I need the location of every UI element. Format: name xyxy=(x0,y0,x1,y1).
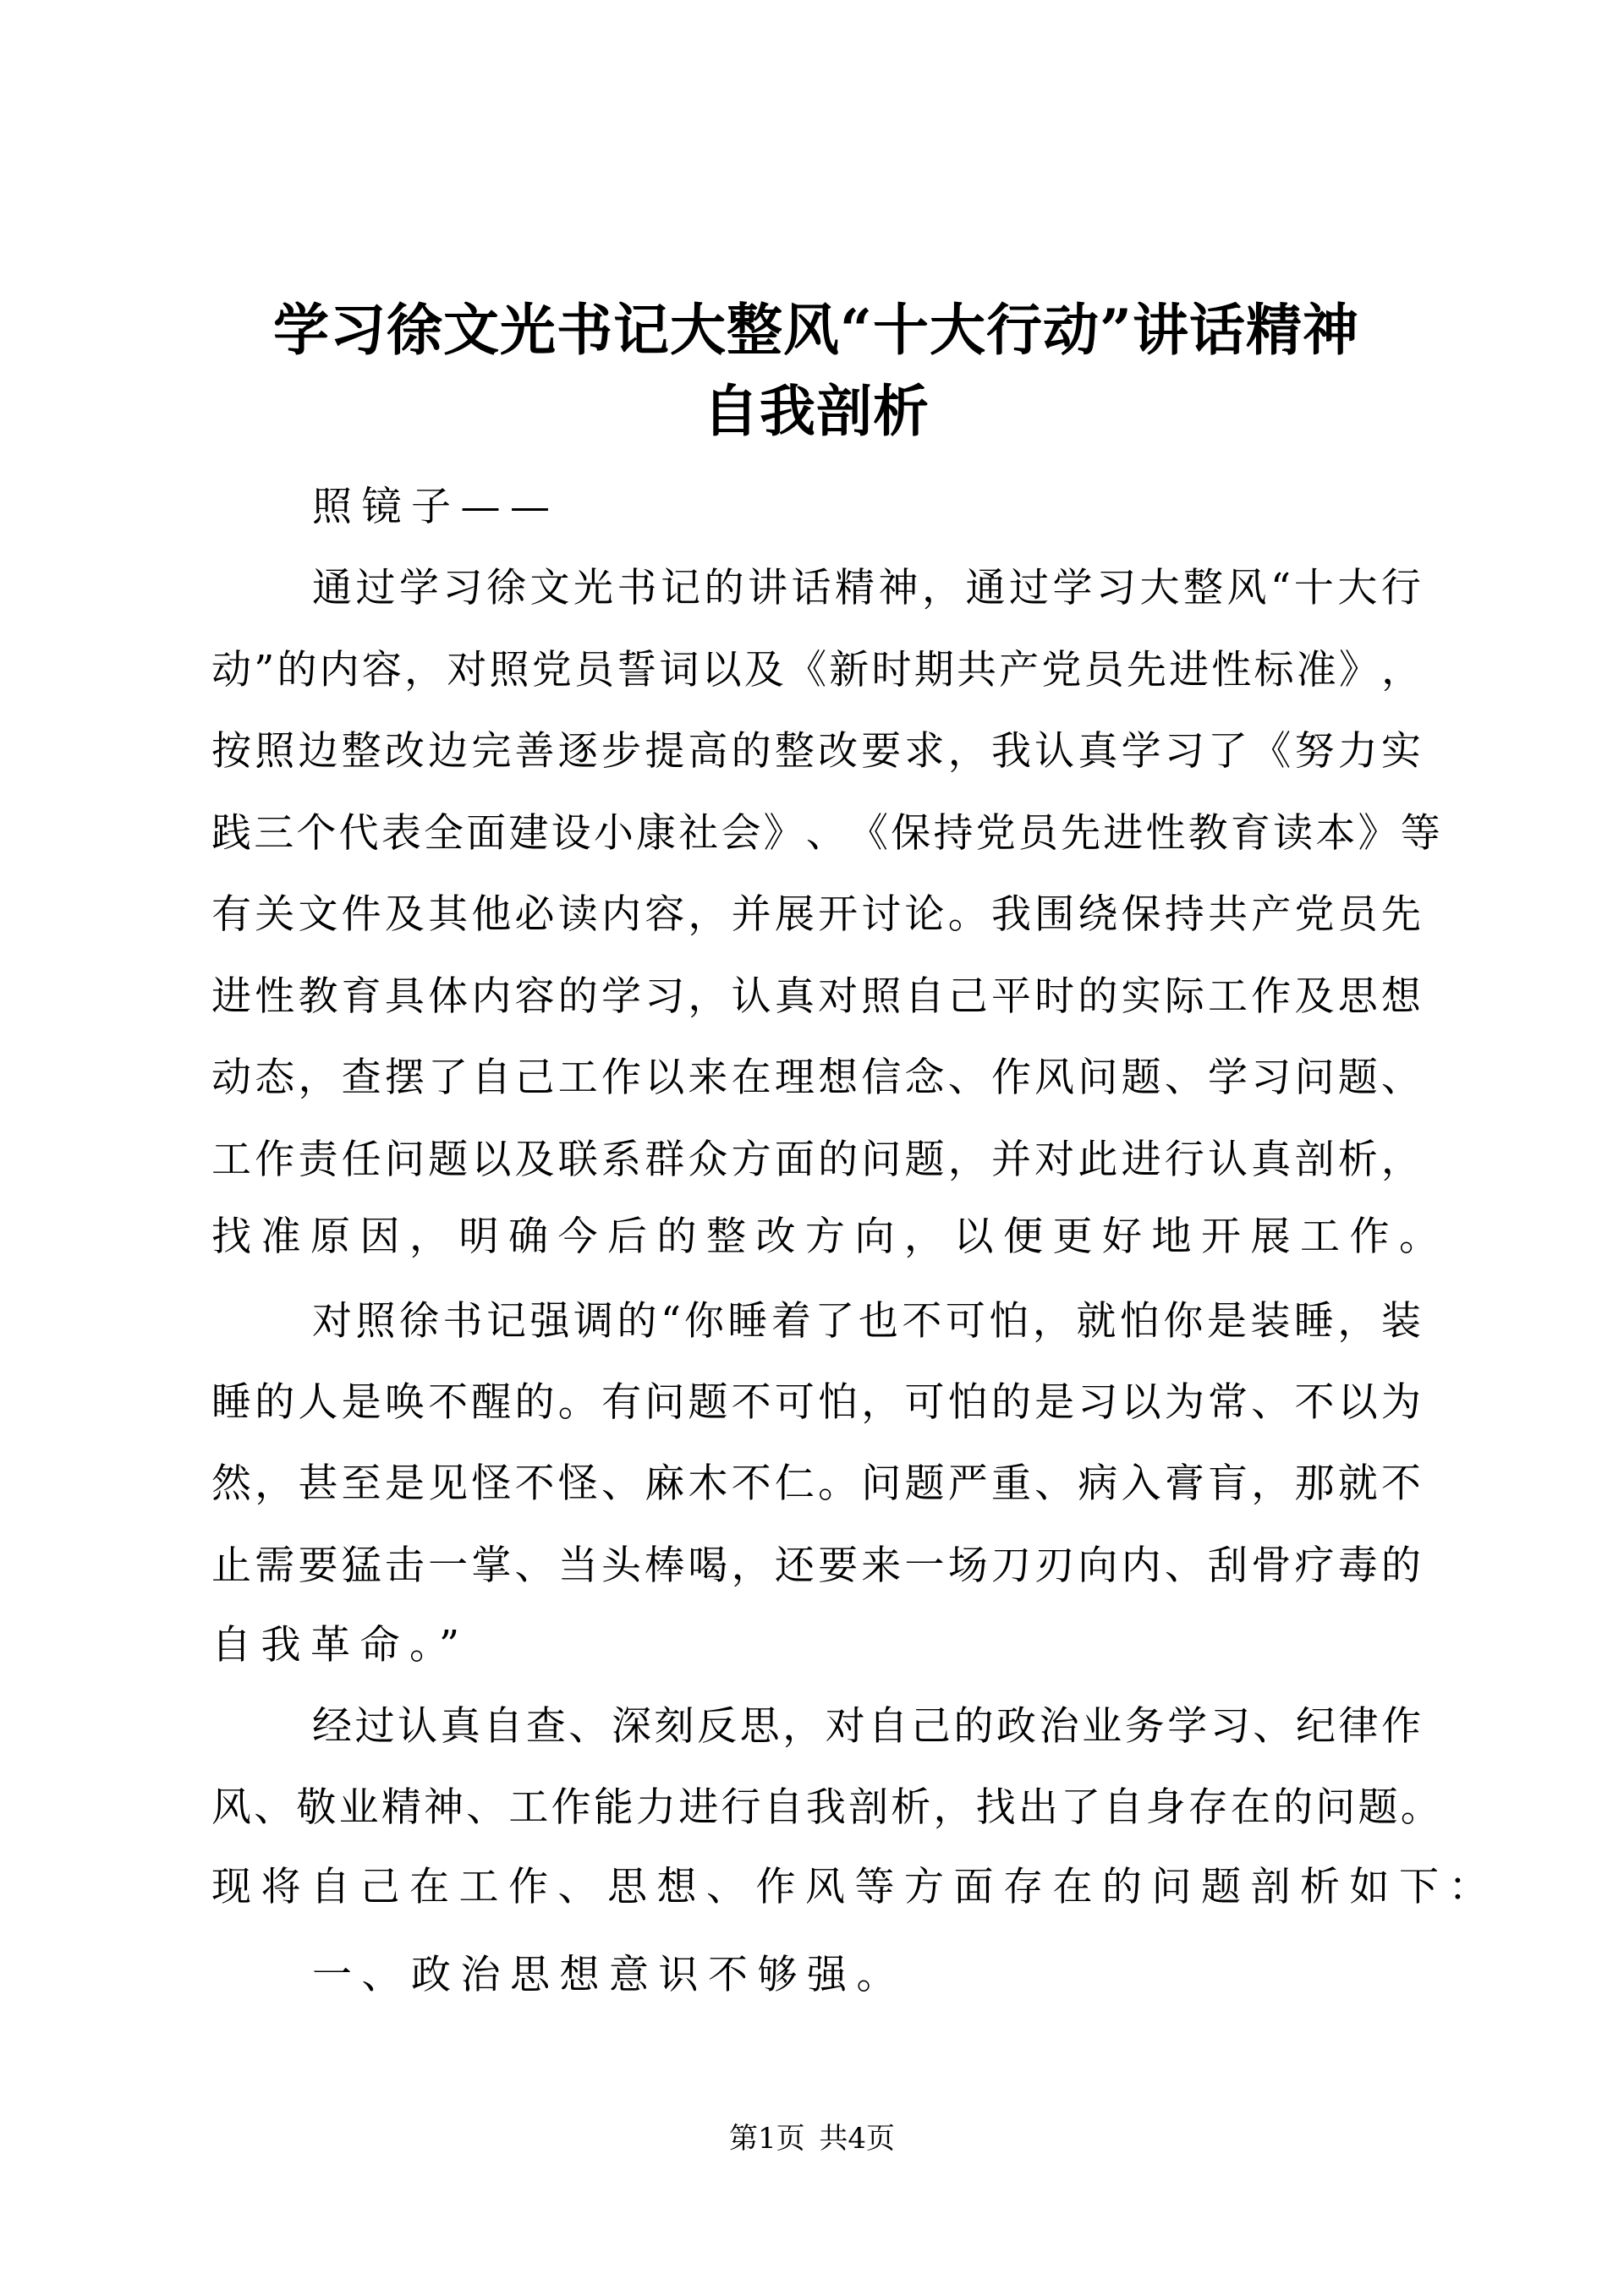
paragraph-1-line: 动 态 ， 查 摆 了 自 己 工 作 以 来 在 理 想 信 念 、 作 风 问 题 、 学 习 问 题 、 xyxy=(211,1055,1421,1101)
paragraph-2-line: 对 照 徐 书 记 强 调 的 “ 你 睡 着 了 也 不 可 怕 ， 就 怕 你 是 装 睡 ， 装 xyxy=(312,1298,1421,1345)
document-title-line-2: 自我剖析 xyxy=(703,378,930,444)
paragraph-1-line: 践 三 个 代 表 全 面 建 设 小 康 社 会 》 、 《 保 持 党 员 先 进 性 教 育 读 本 》 等 xyxy=(211,810,1440,857)
paragraph-1-line: 动 ” 的 内 容 ， 对 照 党 员 誓 词 以 及 《 新 时 期 共 产 党 员 先 进 性 标 准 》 ， xyxy=(211,647,1422,693)
paragraph-3-line: 经 过 认 真 自 查 、 深 刻 反 思 ， 对 自 己 的 政 治 业 务 学 习 、 纪 律 作 xyxy=(312,1703,1422,1750)
section-heading-1: 一、政治思想意识不够强。 xyxy=(312,1952,906,1998)
paragraph-2-line: 止 需 要 猛 击 一 掌 、 当 头 棒 喝 ， 还 要 来 一 场 刀 刃 向 内 、 刮 骨 疗 毒 的 xyxy=(211,1543,1421,1589)
page-number: 第1页 xyxy=(728,2122,805,2156)
paragraph-1-line: 通 过 学 习 徐 文 光 书 记 的 讲 话 精 神 ， 通 过 学 习 大 整 风 “ 十 大 行 xyxy=(312,565,1421,611)
page-footer xyxy=(0,2118,1624,2160)
paragraph-3-line: 风 、 敬 业 精 神 、 工 作 能 力 进 行 自 我 剖 析 ， 找 出 了 自 身 存 在 的 问 题 。 xyxy=(211,1784,1440,1831)
paragraph-1-line: 按 照 边 整 改 边 完 善 逐 步 提 高 的 整 改 要 求 ， 我 认 真 学 习 了 《 努 力 实 xyxy=(211,728,1421,775)
paragraph-1-line: 工 作 责 任 问 题 以 及 联 系 群 众 方 面 的 问 题 ， 并 对 此 进 行 认 真 剖 析 ， xyxy=(211,1137,1421,1183)
paragraph-1-line: 有 关 文 件 及 其 他 必 读 内 容 ， 并 展 开 讨 论 。 我 围 绕 保 持 共 产 党 员 先 xyxy=(211,891,1421,938)
paragraph-2-line: 自我革命。” xyxy=(211,1622,469,1669)
paragraph-3-line: 现将自己在工作、思想、作风等方面存在的问题剖析如下： xyxy=(211,1864,1498,1910)
paragraph-1-line: 进 性 教 育 具 体 内 容 的 学 习 ， 认 真 对 照 自 己 平 时 的 实 际 工 作 及 思 想 xyxy=(211,973,1421,1020)
section-heading-mirror: 照镜子—— xyxy=(312,484,560,530)
paragraph-2-line: 睡 的 人 是 唤 不 醒 的 。 有 问 题 不 可 怕 ， 可 怕 的 是 习 以 为 常 、 不 以 为 xyxy=(211,1379,1421,1426)
paragraph-1-line: 找准原因，明确今后的整改方向，以便更好地开展工作。 xyxy=(211,1214,1449,1260)
paragraph-2-line: 然 ， 甚 至 是 见 怪 不 怪 、 麻 木 不 仁 。 问 题 严 重 、 病 入 膏 肓 ， 那 就 不 xyxy=(211,1460,1421,1507)
page-total: 共4页 xyxy=(819,2122,896,2156)
document-title-line-1: 学习徐文光书记大整风“十大行动”讲话精神 xyxy=(273,297,1359,363)
